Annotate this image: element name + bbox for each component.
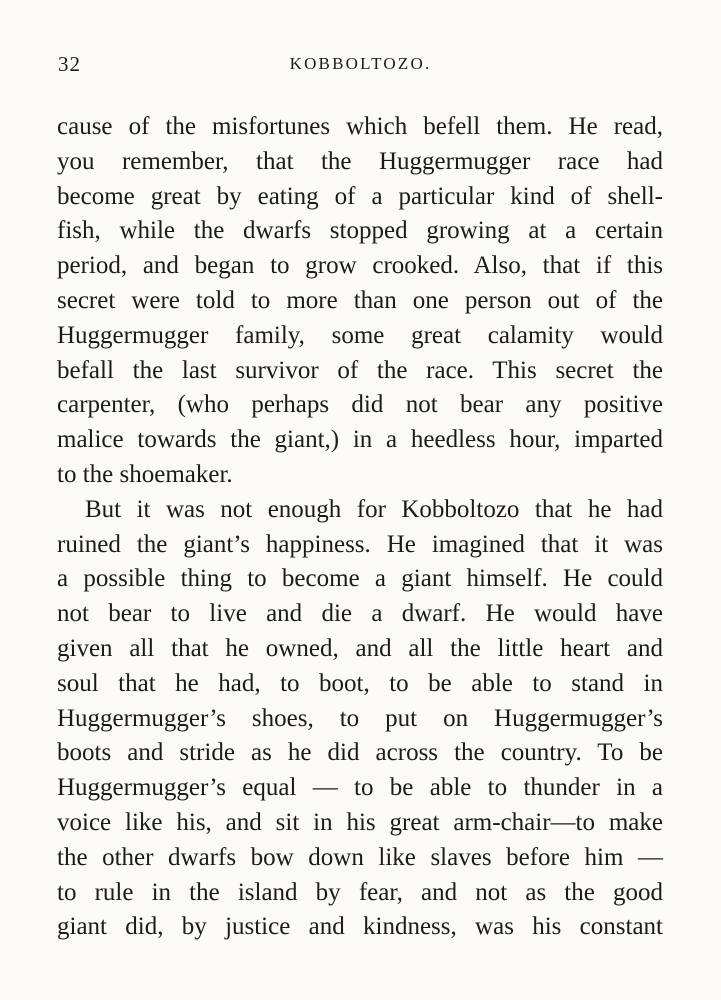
page-number: 32 [58, 52, 81, 76]
text-line: ruined the giant’s happiness. He imagined that it was [57, 530, 663, 558]
text-line: the other dwarfs bow down like slaves before him — [57, 843, 663, 871]
text-line: not bear to live and die a dwarf. He would have [57, 600, 663, 628]
text-line: secret were told to more than one person out of the [57, 286, 663, 314]
text-line: giant did, by justice and kindness, was his constant [57, 913, 663, 941]
text-line: malice towards the giant,) in a heedless hour, imparted [57, 426, 663, 454]
text-line: boots and stride as he did across the country. To be [57, 739, 663, 767]
text-line: become great by eating of a particular kind of shell- [57, 182, 663, 210]
paragraph-last-line: to the shoemaker. [57, 460, 233, 488]
text-line: Huggermugger family, some great calamity would [57, 321, 663, 349]
text-line: befall the last survivor of the race. This secret the [57, 356, 663, 384]
text-line: soul that he had, to boot, to be able to stand in [57, 669, 663, 697]
text-line: given all that he owned, and all the little heart and [57, 634, 663, 662]
body-text [57, 110, 663, 945]
text-line: cause of the misfortunes which befell them. He read, [57, 113, 663, 140]
text-line: Huggermugger’s shoes, to put on Huggermugger’s [57, 704, 663, 732]
text-line: you remember, that the Huggermugger race had [57, 147, 663, 175]
text-line: Huggermugger’s equal — to be able to thunder in a [57, 774, 663, 802]
text-line: carpenter, (who perhaps did not bear any positive [57, 391, 663, 419]
paragraph-first-line: But it was not enough for Kobboltozo that he had [85, 495, 663, 523]
running-title: KOBBOLTOZO. [289, 54, 432, 73]
text-line: a possible thing to become a giant himself. He could [57, 565, 663, 593]
text-line: voice like his, and sit in his great arm-chair—to make [57, 808, 663, 836]
text-line: period, and began to grow crooked. Also, that if this [57, 252, 663, 280]
text-line: fish, while the dwarfs stopped growing at a certain [57, 217, 663, 245]
text-line: to rule in the island by fear, and not as the good [57, 878, 663, 906]
